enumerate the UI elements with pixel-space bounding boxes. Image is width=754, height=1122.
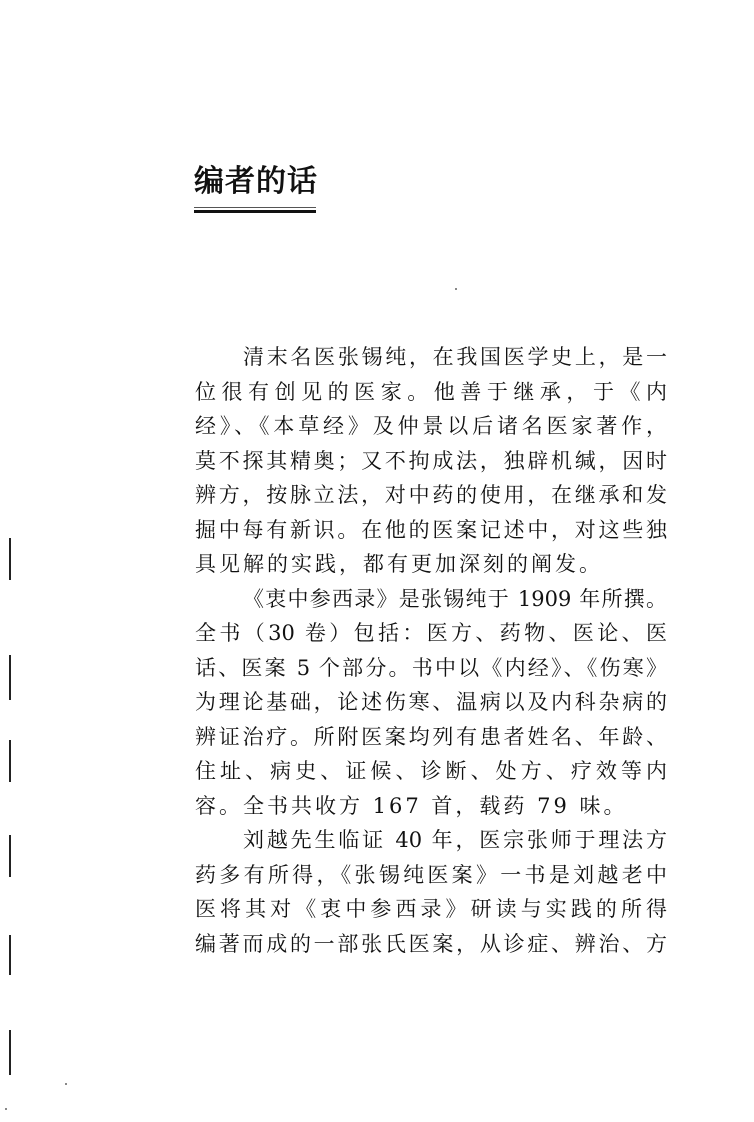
scan-margin-mark — [9, 935, 11, 975]
text-line: 辨方，按脉立法，对中药的使用，在继承和发 — [195, 483, 667, 507]
scan-margin-mark — [9, 655, 11, 700]
text-line: 话、医案 5 个部分。书中以《内经》、《伤寒》 — [195, 655, 667, 680]
text-line: 位很有创见的医家。他善于继承，于《内 — [195, 379, 667, 404]
scan-speck — [65, 1083, 67, 1085]
scan-margin-mark — [9, 538, 11, 580]
text-line: 为理论基础，论述伤寒、温病以及内科杂病的 — [195, 690, 667, 714]
text-line: 全书（30 卷）包括：医方、药物、医论、医 — [195, 621, 667, 645]
scan-speck — [455, 288, 457, 290]
text-line: 掘中每有新识。在他的医案记述中，对这些独 — [195, 517, 667, 542]
scan-margin-mark — [9, 835, 11, 877]
text-line: 容。全书共收方 167 首，载药 79 味。 — [195, 793, 628, 818]
scan-margin-mark — [9, 740, 11, 782]
text-line: 具见解的实践，都有更加深刻的阐发。 — [195, 552, 603, 576]
text-line: 《衷中参西录》是张锡纯于 1909 年所撰。 — [243, 586, 667, 611]
text-line: 莫不探其精奥；又不拘成法，独辟机缄，因时 — [195, 448, 667, 473]
text-line: 医将其对《衷中参西录》研读与实践的所得 — [195, 897, 667, 921]
body-text — [195, 340, 667, 961]
text-line: 编著而成的一部张氏医案，从诊症、辨治、方 — [195, 931, 667, 956]
scan-speck — [5, 1108, 7, 1110]
text-line: 经》、《本草经》及仲景以后诸名医家著作， — [195, 414, 667, 438]
text-line: 住址、病史、证候、诊断、处方、疗效等内 — [195, 759, 667, 783]
title-underline-thick — [194, 210, 316, 213]
scan-margin-mark — [9, 1030, 11, 1075]
text-line: 刘越先生临证 40 年，医宗张师于理法方 — [243, 828, 667, 852]
text-line: 辨证治疗。所附医案均列有患者姓名、年龄、 — [195, 724, 667, 749]
text-line: 清末名医张锡纯，在我国医学史上，是一 — [243, 345, 667, 369]
page-title: 编者的话 — [194, 164, 318, 199]
title-underline-thin — [194, 207, 316, 208]
text-line: 药多有所得，《张锡纯医案》一书是刘越老中 — [195, 862, 667, 887]
